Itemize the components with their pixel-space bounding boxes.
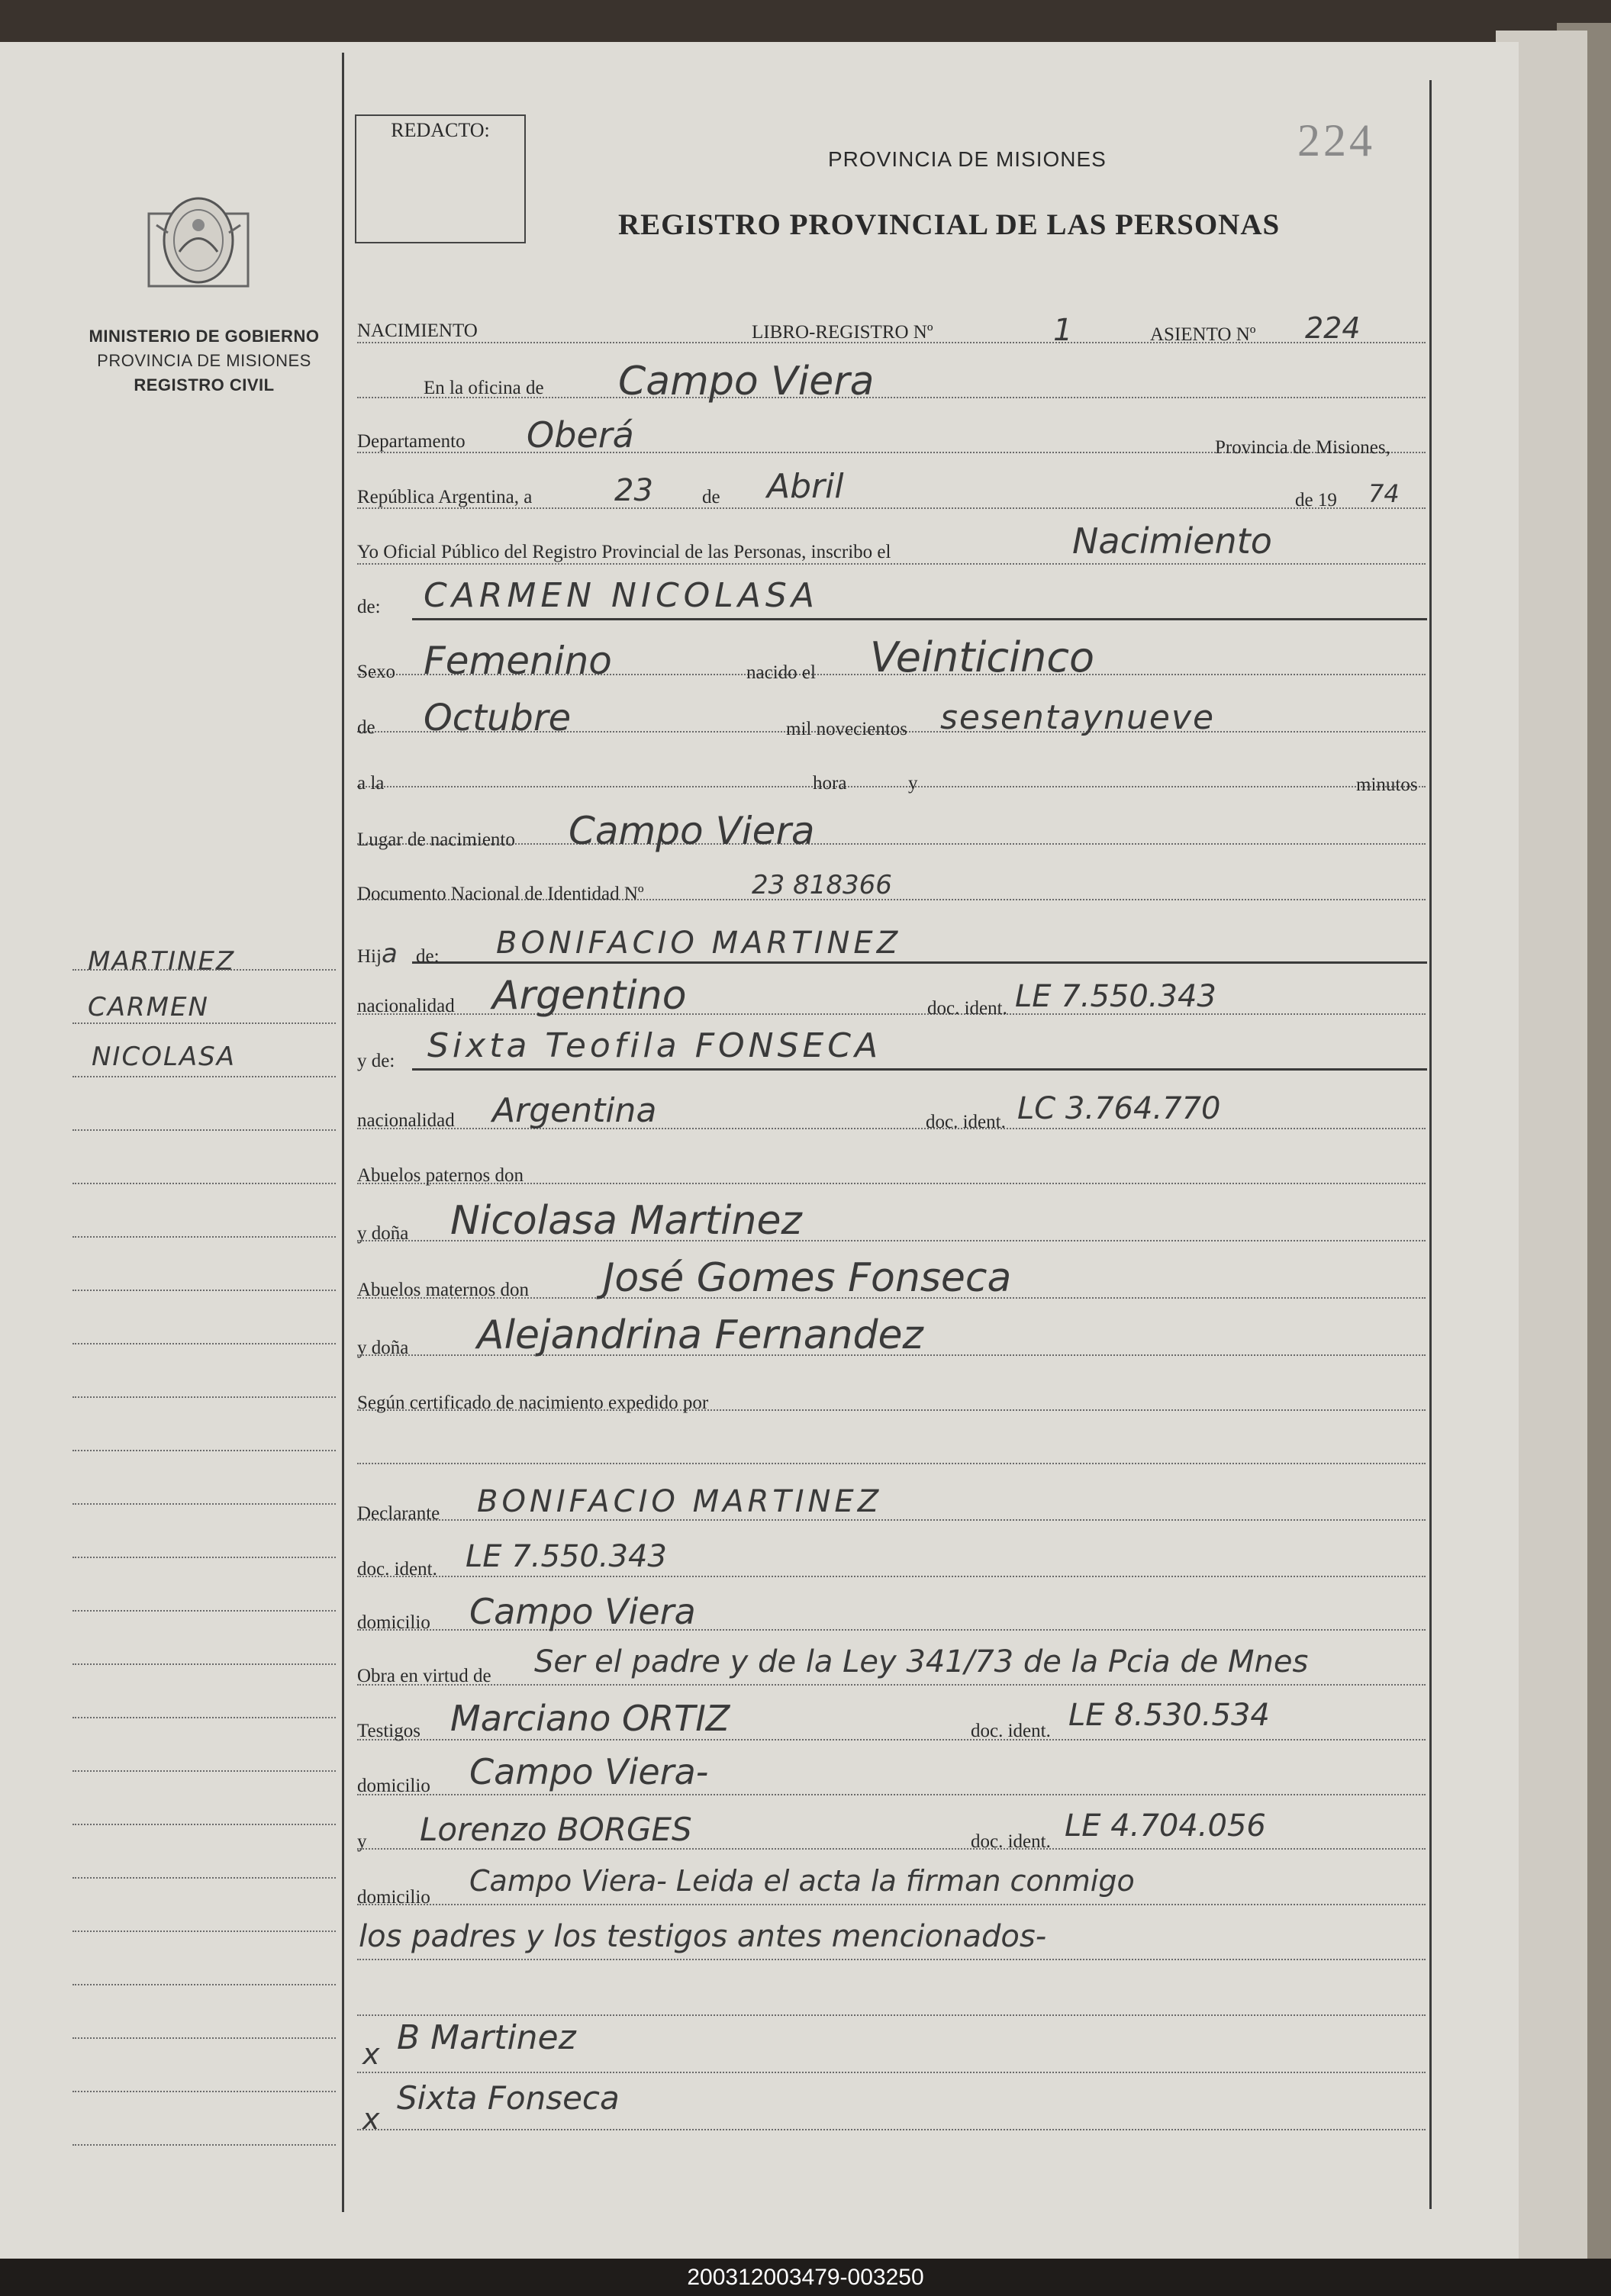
y2-label: y — [357, 1831, 367, 1852]
margin-dotted-line — [72, 1076, 336, 1077]
doc-id-label: doc. ident. — [926, 1112, 1006, 1132]
nombre-value: CARMEN NICOLASA — [424, 576, 819, 615]
margin-firstname: CARMEN — [88, 992, 209, 1022]
firma-padre: B Martinez — [397, 2018, 576, 2057]
yo-oficial-label: Yo Oficial Público del Registro Provincial de las Personas, inscribo el — [357, 542, 891, 562]
margin-rule — [342, 53, 344, 2212]
dni-label: Documento Nacional de Identidad Nº — [357, 884, 644, 904]
form-dotted-line — [357, 2014, 1426, 2016]
testigo1-value: Marciano ORTIZ — [450, 1698, 730, 1739]
testigos-label: Testigos — [357, 1721, 420, 1741]
republica-label: República Argentina, a — [357, 487, 533, 507]
declarante-doc-value: LE 7.550.343 — [466, 1539, 667, 1574]
margin-dotted-line — [72, 2144, 336, 2146]
declarante-label: Declarante — [357, 1503, 440, 1524]
hija-suffix: a — [381, 939, 398, 969]
anio-value: 74 — [1368, 479, 1400, 508]
obra-label: Obra en virtud de — [357, 1666, 491, 1686]
mil-label: mil novecientos — [786, 719, 907, 739]
padre-value: BONIFACIO MARTINEZ — [496, 926, 902, 961]
margin-dotted-line — [72, 1931, 336, 1932]
anio-label: de 19 — [1295, 490, 1337, 510]
nac2-label: nacionalidad — [357, 1110, 455, 1131]
firma-mark: x — [362, 2102, 380, 2136]
register-page — [0, 42, 1519, 2259]
margin-surname: MARTINEZ — [88, 946, 236, 977]
form-solid-line — [412, 618, 1427, 620]
margin-dotted-line — [72, 969, 336, 971]
image-id: 200312003479-003250 — [687, 2265, 924, 2290]
margin-dotted-line — [72, 1717, 336, 1718]
form-dotted-line — [357, 786, 1426, 787]
declarante-value: BONIFACIO MARTINEZ — [477, 1484, 883, 1519]
form-dotted-line — [357, 2129, 1426, 2130]
margin-dotted-line — [72, 1503, 336, 1505]
segun-label: Según certificado de nacimiento expedido por — [357, 1393, 709, 1413]
form-solid-line — [412, 1068, 1427, 1071]
margin-dotted-line — [72, 1343, 336, 1344]
mes-value: Abril — [767, 467, 844, 506]
padre-nac-value: Argentino — [492, 973, 687, 1019]
testigo2-doc-value: LE 4.704.056 — [1065, 1808, 1266, 1844]
binding-top — [0, 0, 1611, 44]
testigo2-dom-value: Campo Viera- Leida el acta la firman conmigo — [469, 1864, 1135, 1898]
right-rule — [1429, 80, 1432, 2209]
domicilio-value: Campo Viera — [469, 1591, 696, 1632]
abuelo-mat-value: José Gomes Fonseca — [603, 1255, 1012, 1301]
form-solid-line — [412, 961, 1427, 964]
margin-dotted-line — [72, 1236, 336, 1238]
abuelos-mat-label: Abuelos maternos don — [357, 1280, 529, 1300]
hija-de-text: de: — [416, 946, 440, 967]
ministry-heading — [72, 324, 336, 398]
image-id-footer — [0, 2259, 1611, 2296]
ministry-line: REGISTRO CIVIL — [134, 375, 275, 394]
testigo1-dom-value: Campo Viera- — [469, 1751, 709, 1792]
nacimiento-label: NACIMIENTO — [357, 320, 478, 341]
margin-dotted-line — [72, 1663, 336, 1665]
form-dotted-line — [357, 1959, 1426, 1960]
ydona-label: y doña — [357, 1223, 409, 1244]
de2-label: de: — [357, 597, 381, 617]
y-label: y — [908, 773, 918, 794]
form-dotted-line — [357, 1576, 1426, 1577]
doc-ident-label: doc. ident. — [927, 998, 1007, 1019]
libro-value: 1 — [1053, 313, 1073, 348]
nacido-label: nacido el — [746, 662, 816, 683]
province-title: PROVINCIA DE MISIONES — [828, 147, 1107, 171]
asiento-value: 224 — [1305, 311, 1361, 345]
margin-dotted-line — [72, 1290, 336, 1291]
margin-dotted-line — [72, 1129, 336, 1131]
departamento-label: Departamento — [357, 431, 466, 452]
margin-dotted-line — [72, 1610, 336, 1612]
form-dotted-line — [357, 843, 1426, 845]
domicilio3-label: domicilio — [357, 1887, 430, 1908]
margin-dotted-line — [72, 1984, 336, 1985]
form-dotted-line — [357, 1794, 1426, 1795]
margin-dotted-line — [72, 1396, 336, 1398]
ministry-line: PROVINCIA DE MISIONES — [97, 351, 311, 370]
madre-doc-value: LC 3.764.770 — [1017, 1091, 1221, 1126]
redacto-label: REDACTO: — [391, 119, 490, 141]
firma-mark: x — [362, 2037, 380, 2071]
form-dotted-line — [357, 1519, 1426, 1521]
form-dotted-line — [357, 2072, 1426, 2073]
form-dotted-line — [357, 1904, 1426, 1905]
madre-value: Sixta Teofila FONSECA — [427, 1026, 882, 1065]
testigo2-value: Lorenzo BORGES — [420, 1811, 692, 1848]
registry-title: REGISTRO PROVINCIAL DE LAS PERSONAS — [618, 208, 1281, 241]
yde-label: y de: — [357, 1051, 395, 1071]
lugar-value: Campo Viera — [569, 809, 815, 853]
provincial-seal-icon — [141, 179, 256, 301]
dni-value: 23 818366 — [752, 870, 892, 900]
abuela-pat-value: Nicolasa Martinez — [450, 1198, 802, 1244]
hija-label — [357, 939, 440, 969]
abuelos-pat-label: Abuelos paternos don — [357, 1165, 524, 1186]
margin-dotted-line — [72, 2091, 336, 2092]
departamento-value: Oberá — [527, 414, 634, 456]
mes-nac-value: Octubre — [424, 697, 572, 739]
hora-label: hora — [813, 773, 847, 794]
ala-label: a la — [357, 773, 385, 794]
form-dotted-line — [357, 563, 1426, 565]
margin-dotted-line — [72, 1877, 336, 1879]
ministry-line: MINISTERIO DE GOBIERNO — [89, 327, 320, 346]
padre-doc-value: LE 7.550.343 — [1015, 979, 1216, 1014]
margin-dotted-line — [72, 1450, 336, 1451]
margin-dotted-line — [72, 1557, 336, 1558]
madre-nac-value: Argentina — [492, 1091, 657, 1130]
continuacion-value: los padres y los testigos antes mencionados- — [359, 1919, 1047, 1954]
firma-madre: Sixta Fonseca — [397, 2079, 620, 2117]
domicilio-label: domicilio — [357, 1612, 430, 1633]
doc-iden2-label: doc. ident. — [971, 1831, 1051, 1852]
page-number: 224 — [1297, 115, 1375, 166]
margin-dotted-line — [72, 1022, 336, 1024]
margin-dotted-line — [72, 2037, 336, 2039]
nacido-value: Veinticinco — [870, 633, 1095, 681]
doc-iden-label: doc. ident. — [971, 1721, 1051, 1741]
de3-label: de — [357, 717, 375, 738]
form-dotted-line — [357, 1684, 1426, 1686]
nac-label: nacionalidad — [357, 996, 455, 1016]
margin-dotted-line — [72, 1824, 336, 1825]
mil-value: sesentaynueve — [940, 698, 1216, 737]
testigo1-doc-value: LE 8.530.534 — [1068, 1698, 1270, 1733]
redacto-box — [355, 114, 526, 243]
minutos-label: minutos — [1356, 774, 1418, 795]
ydona2-label: y doña — [357, 1338, 409, 1358]
form-dotted-line — [357, 1848, 1426, 1850]
oficina-label: En la oficina de — [424, 378, 544, 398]
domicilio2-label: domicilio — [357, 1776, 430, 1796]
obra-value: Ser el padre y de la Ley 341/73 de la Pcia de Mnes — [534, 1644, 1309, 1679]
de-label: de — [702, 487, 720, 507]
sexo-value: Femenino — [424, 639, 612, 683]
hija-text: Hij — [357, 946, 382, 967]
margin-middlename: NICOLASA — [92, 1042, 237, 1072]
form-dotted-line — [357, 1739, 1426, 1741]
oficina-value: Campo Viera — [618, 359, 875, 404]
margin-dotted-line — [72, 1770, 336, 1772]
asiento-label: ASIENTO Nº — [1150, 324, 1256, 345]
lugar-label: Lugar de nacimiento — [357, 829, 515, 850]
doc-ident2-label: doc. ident. — [357, 1559, 437, 1580]
margin-dotted-line — [72, 1183, 336, 1184]
provincia-label: Provincia de Misiones, — [1215, 437, 1390, 458]
sexo-label: Sexo — [357, 662, 395, 682]
dia-value: 23 — [614, 473, 653, 508]
abuela-mat-value: Alejandrina Fernandez — [477, 1312, 923, 1358]
inscribo-value: Nacimiento — [1072, 520, 1272, 562]
form-dotted-line — [357, 1463, 1426, 1464]
libro-label: LIBRO-REGISTRO Nº — [752, 322, 933, 343]
